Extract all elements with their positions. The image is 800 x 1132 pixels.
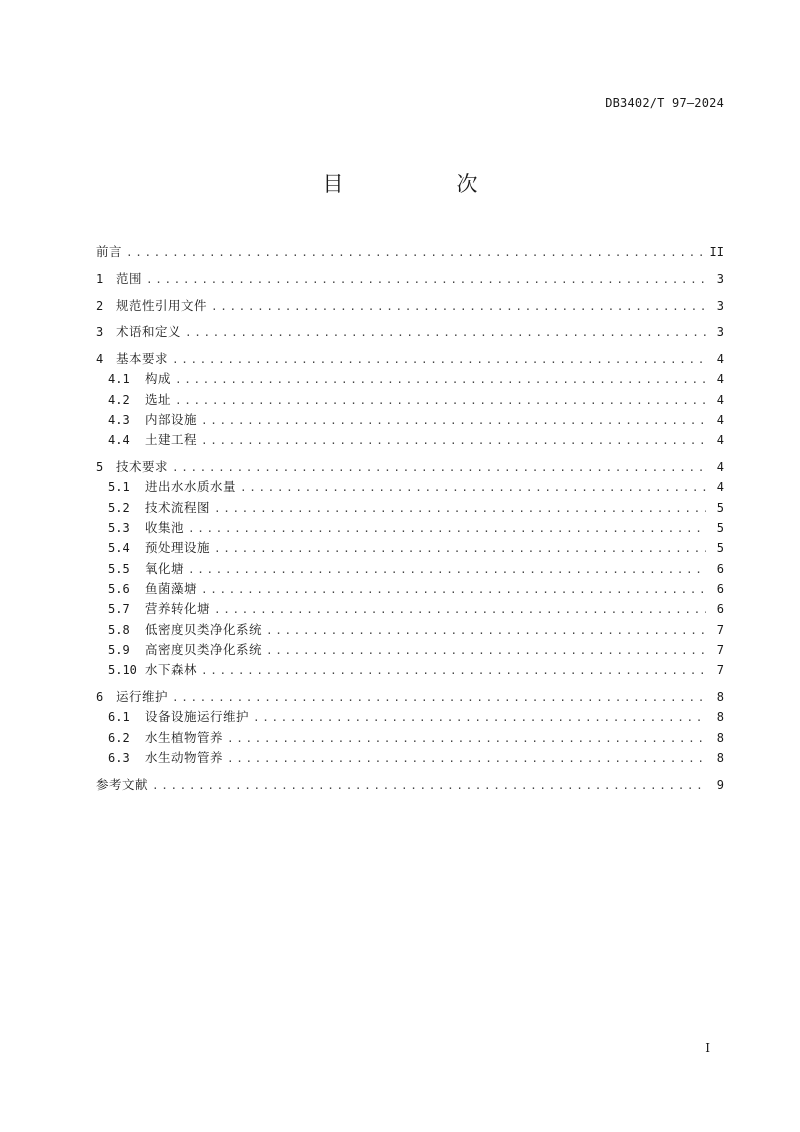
toc-entry-5-5[interactable] bbox=[96, 559, 724, 579]
toc-entry-number: 5.2 bbox=[108, 500, 130, 515]
toc-entry-terms-definitions[interactable] bbox=[96, 322, 724, 342]
toc-entry-page: 6 bbox=[716, 602, 724, 617]
toc-entry-label: 水下森林 bbox=[145, 662, 198, 678]
toc-entry-number: 3 bbox=[96, 325, 104, 340]
toc-entry-label: 选址 bbox=[145, 391, 172, 407]
toc-entry-page: 4 bbox=[716, 352, 724, 367]
toc-entry-bibliography[interactable] bbox=[96, 775, 724, 795]
toc-entry-number: 5.9 bbox=[108, 642, 130, 657]
toc-entry-5-7[interactable] bbox=[96, 599, 724, 619]
toc-entry-label: 构成 bbox=[145, 371, 172, 387]
toc-entry-page: 3 bbox=[716, 298, 724, 313]
toc-entry-page: 9 bbox=[716, 777, 724, 792]
toc-entry-number: 5.3 bbox=[108, 521, 130, 536]
toc-entry-label: 规范性引用文件 bbox=[116, 297, 208, 313]
toc-entry-4-2[interactable] bbox=[96, 390, 724, 410]
toc-entry-label: 范围 bbox=[116, 270, 143, 286]
toc-entry-label: 低密度贝类净化系统 bbox=[145, 621, 263, 637]
toc-entry-6-1[interactable] bbox=[96, 707, 724, 727]
toc-entry-page: 5 bbox=[716, 500, 724, 515]
toc-entry-label: 预处理设施 bbox=[145, 540, 211, 556]
toc-entry-page: 5 bbox=[716, 541, 724, 556]
toc-entry-label: 收集池 bbox=[145, 520, 185, 536]
dot-leader bbox=[253, 708, 706, 728]
dot-leader bbox=[175, 391, 706, 411]
toc-entry-number: 1 bbox=[96, 271, 104, 286]
toc-entry-number: 4 bbox=[96, 352, 104, 367]
toc-entry-label: 鱼菌藻塘 bbox=[145, 580, 198, 596]
dot-leader bbox=[240, 478, 706, 498]
dot-leader bbox=[188, 519, 706, 539]
toc-entry-number: 4.4 bbox=[108, 433, 130, 448]
toc-entry-label: 水生动物管养 bbox=[145, 749, 224, 765]
toc-entry-normative-references[interactable] bbox=[96, 296, 724, 316]
toc-entry-6-3[interactable] bbox=[96, 748, 724, 768]
toc-entry-foreword[interactable] bbox=[96, 242, 724, 262]
toc-entry-number: 5.7 bbox=[108, 602, 130, 617]
toc-entry-number: 5.8 bbox=[108, 622, 130, 637]
dot-leader bbox=[201, 580, 706, 600]
toc-entry-label: 氧化塘 bbox=[145, 560, 185, 576]
toc-entry-page: 6 bbox=[716, 561, 724, 576]
toc-entry-label: 术语和定义 bbox=[116, 324, 182, 340]
toc-entry-page: 6 bbox=[716, 581, 724, 596]
toc-entry-4-1[interactable] bbox=[96, 369, 724, 389]
dot-leader bbox=[172, 688, 706, 708]
toc-entry-4-3[interactable] bbox=[96, 410, 724, 430]
toc-entry-label: 土建工程 bbox=[145, 432, 198, 448]
dot-leader bbox=[227, 729, 706, 749]
toc-entry-page: 8 bbox=[716, 689, 724, 704]
dot-leader bbox=[266, 641, 706, 661]
toc-entry-5-8[interactable] bbox=[96, 620, 724, 640]
toc-entry-technical-requirements[interactable] bbox=[96, 457, 724, 477]
toc-entry-number: 4.1 bbox=[108, 372, 130, 387]
toc-entry-page: 3 bbox=[716, 271, 724, 286]
toc-entry-5-1[interactable] bbox=[96, 477, 724, 497]
toc-entry-5-2[interactable] bbox=[96, 498, 724, 518]
toc-entry-page: 4 bbox=[716, 413, 724, 428]
toc-entry-page: II bbox=[709, 245, 724, 259]
dot-leader bbox=[214, 499, 706, 519]
toc-entry-scope[interactable] bbox=[96, 269, 724, 289]
toc-entry-5-10[interactable] bbox=[96, 660, 724, 680]
dot-leader bbox=[266, 621, 706, 641]
toc-entry-6-2[interactable] bbox=[96, 728, 724, 748]
dot-leader bbox=[152, 776, 706, 796]
toc-entry-number: 5 bbox=[96, 460, 104, 475]
toc-entry-number: 5.4 bbox=[108, 541, 130, 556]
toc-entry-operation-maintenance[interactable] bbox=[96, 687, 724, 707]
toc-entry-number: 5.6 bbox=[108, 581, 130, 596]
toc-entry-number: 4.3 bbox=[108, 413, 130, 428]
toc-entry-label: 营养转化塘 bbox=[145, 601, 211, 617]
toc-entry-5-4[interactable] bbox=[96, 538, 724, 558]
dot-leader bbox=[201, 661, 706, 681]
toc-entry-number: 6 bbox=[96, 689, 104, 704]
dot-leader bbox=[126, 243, 706, 263]
page-number: I bbox=[705, 1041, 710, 1055]
toc-entry-page: 7 bbox=[716, 622, 724, 637]
toc-entry-label: 基本要求 bbox=[116, 351, 169, 367]
toc-entry-page: 4 bbox=[716, 433, 724, 448]
toc-entry-basic-requirements[interactable] bbox=[96, 349, 724, 369]
toc-entry-5-6[interactable] bbox=[96, 579, 724, 599]
dot-leader bbox=[172, 458, 706, 478]
dot-leader bbox=[175, 370, 706, 390]
toc-entry-number: 6.3 bbox=[108, 750, 130, 765]
toc-entry-page: 3 bbox=[716, 325, 724, 340]
toc-entry-page: 8 bbox=[716, 710, 724, 725]
toc-entry-5-9[interactable] bbox=[96, 640, 724, 660]
dot-leader bbox=[227, 749, 706, 769]
toc-entry-page: 8 bbox=[716, 730, 724, 745]
document-code: DB3402/T 97—2024 bbox=[605, 96, 724, 110]
toc-entry-number: 6.1 bbox=[108, 710, 130, 725]
toc-title: 目 次 bbox=[322, 172, 524, 196]
dot-leader bbox=[214, 539, 706, 559]
dot-leader bbox=[201, 431, 706, 451]
toc-entry-label: 参考文献 bbox=[96, 776, 149, 792]
toc-entry-number: 5.10 bbox=[108, 663, 137, 678]
toc-entry-page: 4 bbox=[716, 392, 724, 407]
toc-entry-number: 5.1 bbox=[108, 480, 130, 495]
toc-entry-label: 技术流程图 bbox=[145, 499, 211, 515]
toc-entry-label: 运行维护 bbox=[116, 688, 169, 704]
toc-entry-label: 设备设施运行维护 bbox=[145, 709, 250, 725]
toc-entry-page: 8 bbox=[716, 750, 724, 765]
dot-leader bbox=[185, 323, 706, 343]
toc-entry-label: 技术要求 bbox=[116, 459, 169, 475]
table-of-contents bbox=[96, 242, 724, 795]
dot-leader bbox=[211, 297, 706, 317]
dot-leader bbox=[214, 600, 706, 620]
dot-leader bbox=[188, 560, 706, 580]
toc-entry-label: 水生植物管养 bbox=[145, 729, 224, 745]
toc-entry-page: 7 bbox=[716, 642, 724, 657]
toc-entry-label: 内部设施 bbox=[145, 412, 198, 428]
toc-entry-number: 5.5 bbox=[108, 561, 130, 576]
toc-entry-page: 7 bbox=[716, 663, 724, 678]
toc-entry-5-3[interactable] bbox=[96, 518, 724, 538]
toc-entry-number: 2 bbox=[96, 298, 104, 313]
toc-entry-number: 6.2 bbox=[108, 730, 130, 745]
toc-entry-page: 4 bbox=[716, 372, 724, 387]
toc-entry-page: 5 bbox=[716, 521, 724, 536]
dot-leader bbox=[201, 411, 706, 431]
toc-entry-label: 前言 bbox=[96, 244, 123, 259]
toc-entry-label: 进出水水质水量 bbox=[145, 479, 237, 495]
toc-entry-4-4[interactable] bbox=[96, 430, 724, 450]
dot-leader bbox=[146, 270, 706, 290]
toc-entry-page: 4 bbox=[716, 480, 724, 495]
dot-leader bbox=[172, 350, 706, 370]
toc-entry-page: 4 bbox=[716, 460, 724, 475]
toc-entry-label: 高密度贝类净化系统 bbox=[145, 641, 263, 657]
toc-entry-number: 4.2 bbox=[108, 392, 130, 407]
